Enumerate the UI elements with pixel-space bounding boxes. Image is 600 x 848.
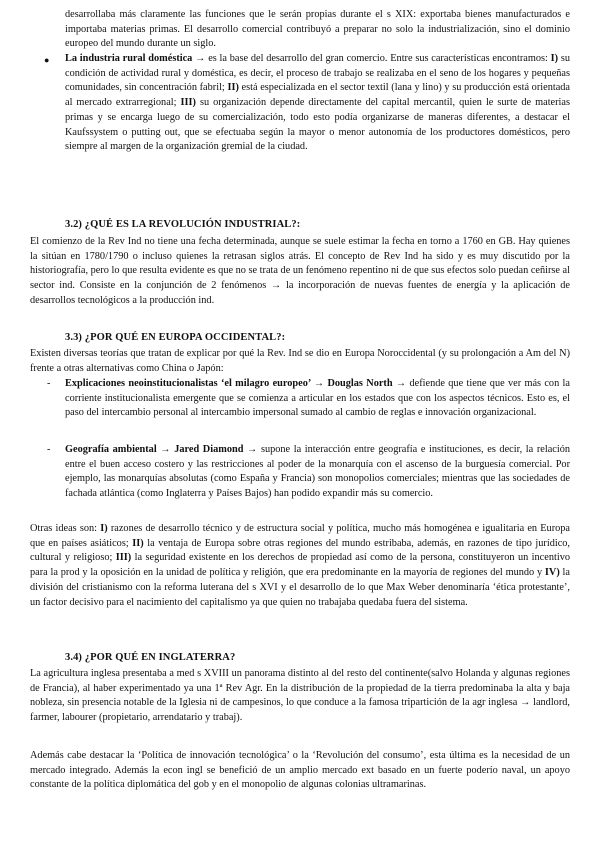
- list-dash-1: -: [47, 378, 51, 389]
- others-text-3: la ventaja de Europa sobre otras regiones del mundo estribaba, además, en razones de tipo jurídico, cultural y religioso;: [30, 537, 570, 564]
- intro-continuation-paragraph: desarrollaba más claramente las funciones que le serán propias durante el s XIX: exportaba bienes manufacturados e importaba materias primas. El desarrollo comercial contribuyó a preparar no solo la industrialización, sino el dominio europeo del mundo durante un siglo.: [65, 9, 570, 50]
- item-north-text: → defiende que tiene que ver más con la corriente institucionalista emergente que se comienza a articular en los estados que con los aspectos técnicos. Esto es, el paso del intercambio personal al intercambio impersonal sumado al cambio de reglas e innovación organizacional.: [65, 378, 570, 419]
- bullet-industria-rural-paragraph: [65, 52, 570, 155]
- item-diamond-text: → supone la interacción entre geografía e instituciones, es decir, la relación entre el buen acceso costero y las restricciones al poder de la monarquía con el ascenso de la burguesía comercial. Por ejemplo, las monarquías absolutas (como España y Francia) son monopolios comerciales; mientras que las sociedades de fachada atlántica (como Inglaterra y Países Bajos) han podido expandir más su comercio.: [65, 444, 570, 500]
- section-3-3-item-diamond: [65, 443, 570, 502]
- item-diamond-term: Geografía ambiental → Jared Diamond: [65, 444, 244, 455]
- others-text-1: Otras ideas son:: [30, 523, 101, 534]
- item-north-term: Explicaciones neoinstitucionalistas ‘el milagro europeo’ → Douglas North: [65, 378, 393, 389]
- others-text-2: razones de desarrollo técnico y de estructura social y política, mucho más homogénea e igualitaria en Europa que en países asiáticos;: [30, 523, 570, 549]
- list-dash-2: -: [47, 444, 51, 455]
- others-num-2: II): [132, 537, 144, 549]
- section-3-3-intro: Existen diversas teorías que tratan de explicar por qué la Rev. Ind se dio en Europa Noroccidental (y su prolongación a Am del N) frente a otras alternativas como China o Japón:: [30, 348, 570, 374]
- section-3-3-other-ideas: [30, 522, 570, 610]
- section-3-3-item-north: [65, 377, 570, 421]
- bullet-num-3: III): [180, 97, 196, 109]
- section-3-2-body: El comienzo de la Rev Ind no tiene una fecha determinada, aunque se suele estimar la fecha en torno a 1760 en GB. Hay quienes la sitúan en 1780/1790 o incluso quienes la retrasan siglos atrás. El concepto de Rev Ind ha sido y es muy discutido por la historiografía, pero lo que resulta evidente es que no se trata de un fenómeno repentino ni de que sus efectos solo puedan ceñirse al sector ind. Consiste en la conjunción de 2 fenómenos → la incorporación de nuevas fuentes de energía y la aplicación de desarrollos tecnológicos a la producción ind.: [30, 236, 570, 306]
- bullet-marker: ●: [44, 55, 50, 65]
- bullet-text-3: está especializada en el sector textil (lana y lino) y su producción está orientada al mercado extrarregional;: [65, 82, 570, 109]
- section-3-4-heading: 3.4) ¿POR QUÉ EN INGLATERRA?: [65, 652, 236, 663]
- others-num-1: I): [100, 523, 108, 534]
- others-num-3: III): [115, 552, 132, 564]
- bullet-num-2: II): [227, 82, 239, 94]
- others-text-4: la seguridad existente en los derechos de propiedad así como de la persona, constituyeron un incentivo para la prod y la oposición en la unidad de política y religión, que era predominante en la mayoría de regiones del mundo y: [30, 552, 570, 579]
- section-3-3-heading: 3.3) ¿POR QUÉ EN EUROPA OCCIDENTAL?:: [65, 332, 286, 343]
- bullet-num-1: I): [550, 53, 559, 64]
- bullet-text-4: su organización depende directamente del capital mercantil, quien le surte de materias primas y se encarga luego de su comercialización, todo esto podía organizarse de maneras diferentes, a destacar el Kaufssystem o putting out, que se efectuaba según la mayor o menor autonomía de los productores domésticos, pero siempre al margen de la organización gremial de la ciudad.: [65, 97, 570, 153]
- others-text-5: la división del cristianismo con la reforma luterana del s XVI y el desarrollo de lo que Max Weber denominaría ‘ética protestante’, un factor decisivo para el nacimiento del capitalismo ya que quien no trabajaba quedaba fuera del sistema.: [30, 567, 570, 608]
- bullet-text-1: → es la base del desarrollo del gran comercio. Entre sus características encontramos:: [192, 53, 551, 64]
- section-3-2-heading: 3.2) ¿QUÉ ES LA REVOLUCIÓN INDUSTRIAL?:: [65, 219, 301, 230]
- section-3-4-paragraph-2: Además cabe destacar la ‘Política de innovación tecnológica’ o la ‘Revolución del consumo’, esta última es la necesidad de un mercado integrado. Además la econ ingl se benefició de un amplio mercado ext basado en un fuerte poderío naval, un apoyo constante de la política diplomática del gob y en el monopolio de algunas colonias ultramarinas.: [30, 750, 570, 791]
- bullet-text-2: su condición de actividad rural y doméstica, es decir, el proceso de trabajo se realizaba en el seno de los hogares y pequeñas comunidades, sin concentración fabril;: [65, 53, 570, 94]
- others-num-4: IV): [544, 567, 560, 579]
- bullet-term: La industria rural doméstica: [65, 53, 193, 64]
- section-3-4-paragraph-1: La agricultura inglesa presentaba a med s XVIII un panorama distinto al del resto del continente(salvo Holanda y algunas regiones de Francia), al haber experimentado ya una 1ª Rev Agr. En la distribución de la propiedad de la tierra predominaba la alta y baja nobleza, sin presencia notable de la Iglesia ni de campesinos, lo que conduce a la famosa tripartición de la agr inglesa → landlord, farmer, labourer (propietario, arrendatario y trabaj).: [30, 668, 570, 724]
